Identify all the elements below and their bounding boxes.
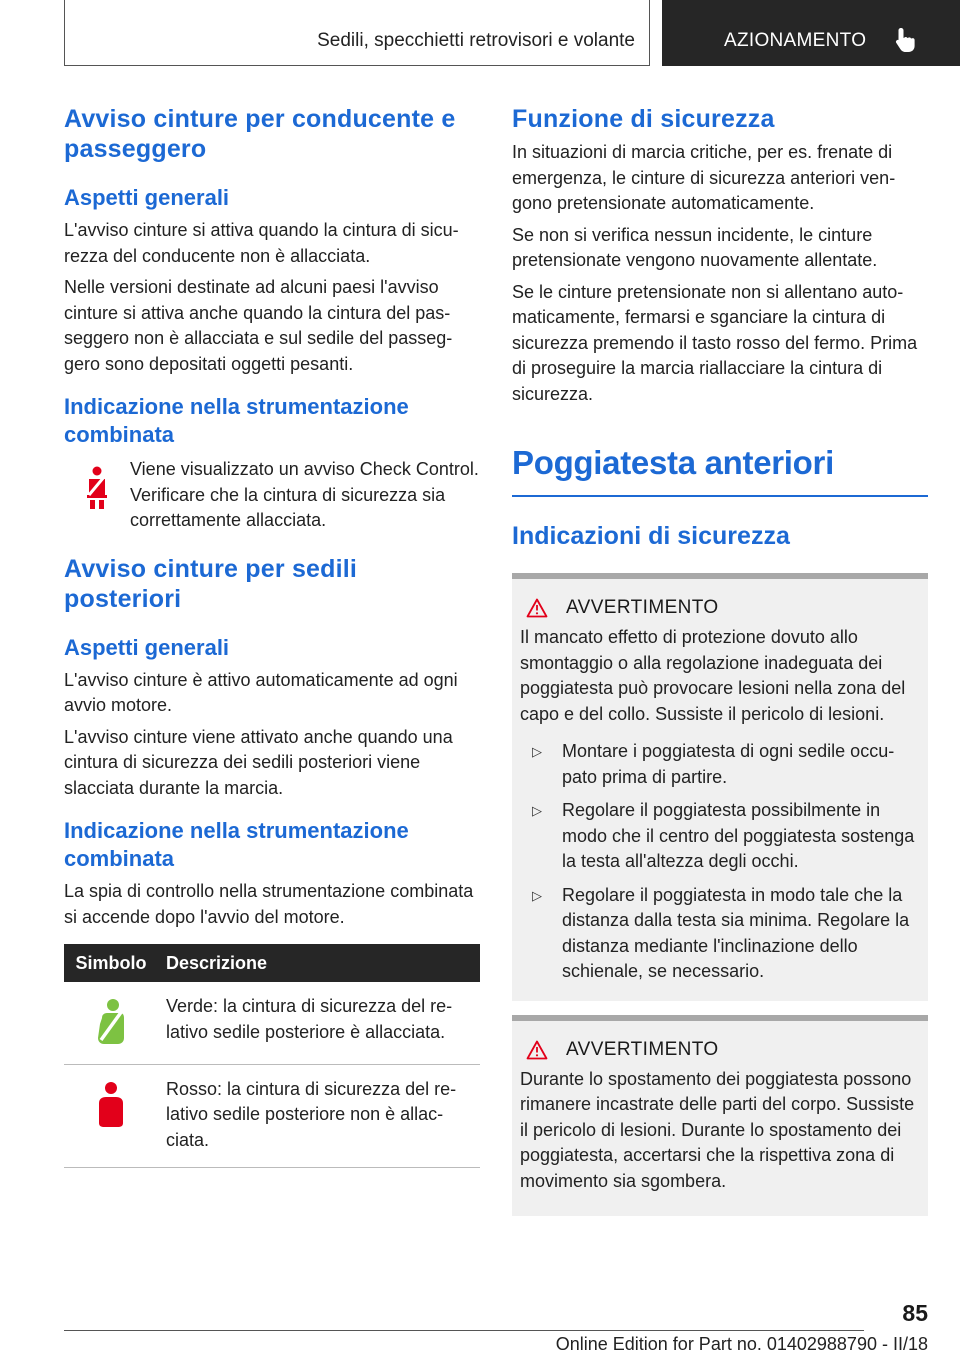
warning-text: Durante lo spostamento dei poggiatesta possono rimanere incastrate delle parti del corpo. Sussiste il pericolo di lesioni. Durante lo spostamento dei poggiatesta, accertarsi che la rispettiva zona di movimento sia sgombera. [520, 1068, 915, 1191]
heading-general-2: Aspetti generali [64, 634, 230, 660]
warning-box-2 [512, 1015, 928, 1217]
heading-seatbelt-rear: Avviso cinture per sedili posteriori [64, 554, 358, 613]
paragraph: Se le cinture pretensionate non si allentano automaticamente, fermarsi e sganciare la cintura di sicurezza premendo il tasto rosso del fermo. Prima di proseguire la marcia riallacciare la cintura di sicurezza. [512, 281, 918, 404]
list-item [520, 883, 920, 985]
description-cell: Verde: la cintura di sicurezza del relativo sedile posteriore è allacciata. [158, 982, 480, 1064]
bullet-text: Regolare il poggiatesta possibilmente in modo che il centro del poggiatesta sostenga la testa all'altezza degli occhi. [562, 800, 915, 871]
warning-label: AVVERTIMENTO [566, 1038, 719, 1060]
paragraph: In situazioni di marcia critiche, per es. frenate di emergenza, le cinture di sicurezza anteriori vengono pretensionate automaticamente. [512, 142, 896, 213]
table-header-symbol: Simbolo [64, 944, 158, 982]
page-number: 85 [902, 1300, 928, 1326]
footer-divider [64, 1330, 864, 1331]
paragraph: L'avviso cinture si attiva quando la cintura di sicurezza del conducente non è allacciata. [64, 220, 459, 266]
paragraph: Nelle versioni destinate ad alcuni paesi l'avviso cinture si attiva anche quando la cintura del passeggero non è allacciata e sul sedile del passeggero sono depositati oggetti pesanti. [64, 277, 453, 374]
header-section-box [662, 0, 960, 66]
heading-general-1: Aspetti generali [64, 185, 230, 210]
chapter-title: Sedili, specchietti retrovisori e volante [317, 30, 635, 51]
heading-indicator-2: Indicazione nella strumentazione combinata [64, 818, 409, 871]
heading-safety-function: Funzione di sicurezza [512, 105, 775, 133]
paragraph: L'avviso cinture è attivo automaticamente ad ogni avvio motore. [64, 669, 458, 715]
bullet-marker: ▷ [532, 887, 542, 903]
warning-box-1 [512, 573, 928, 1001]
heading-headrest: Poggiatesta anteriori [512, 444, 834, 481]
warning-label: AVVERTIMENTO [566, 597, 719, 618]
bullet-marker: ▷ [532, 803, 542, 818]
list-item [520, 798, 920, 875]
header-chapter-box [64, 0, 650, 66]
warning-title [520, 597, 920, 619]
paragraph: Se non si verifica nessun incidente, le cinture pretensionate vengono nuovamente allentate. [512, 224, 878, 270]
seatbelt-warning-row [64, 457, 480, 534]
symbol-cell [64, 982, 158, 1064]
bullet-marker: ▷ [532, 744, 542, 759]
warning-title [520, 1039, 920, 1061]
warning-text: Il mancato effetto di protezione dovuto allo smontaggio o alla regolazione inadeguata dei poggiatesta può provocare lesioni nella zona del capo e del collo. Sussiste il pericolo di lesioni. [520, 627, 906, 724]
icon-description: Viene visualizzato un avviso Check Control. Verificare che la cintura di sicurezza sia correttamente allacciata. [130, 459, 479, 530]
warning-triangle-icon [526, 598, 548, 618]
right-column [512, 104, 928, 1216]
symbol-cell [64, 1064, 158, 1168]
bullet-text: Montare i poggiatesta di ogni sedile occupato prima di partire. [562, 741, 895, 787]
section-title: AZIONAMENTO [724, 30, 867, 51]
description-cell: Rosso: la cintura di sicurezza del relativo sedile posteriore non è allacciata. [158, 1064, 480, 1168]
seatbelt-green-icon [94, 998, 128, 1046]
bullet-text: Regolare il poggiatesta in modo tale che la distanza dalla testa sia minima. Regolare la distanza mediante l'inclinazione dello schienale, se necessario. [562, 884, 910, 981]
heading-safety-notes: Indicazioni di sicurezza [512, 522, 790, 550]
symbol-table [64, 944, 480, 1168]
heading-seatbelt-front: Avviso cinture per conducente e passeggero [64, 105, 456, 163]
heading-underline [512, 495, 928, 497]
icon-cell [64, 457, 130, 534]
heading-indicator-1: Indicazione nella strumentazione combinata [64, 394, 409, 447]
table-row [64, 982, 480, 1064]
pointing-hand-icon [894, 26, 920, 54]
list-item [520, 739, 920, 790]
left-column [64, 104, 480, 1168]
paragraph: La spia di controllo nella strumentazione combinata si accende dopo l'avvio del motore. [64, 881, 474, 927]
paragraph: L'avviso cinture viene attivato anche quando una cintura di sicurezza dei sedili posteriori viene slacciata durante la marcia. [64, 726, 453, 798]
seatbelt-red-icon [94, 1081, 128, 1129]
seatbelt-warning-red-icon [80, 465, 114, 511]
warning-triangle-icon [526, 1040, 548, 1060]
table-header-description: Descrizione [158, 944, 480, 982]
table-row [64, 1064, 480, 1168]
edition-note: Online Edition for Part no. 01402988790 - II/18 [555, 1334, 928, 1354]
table-header-row [64, 944, 480, 982]
